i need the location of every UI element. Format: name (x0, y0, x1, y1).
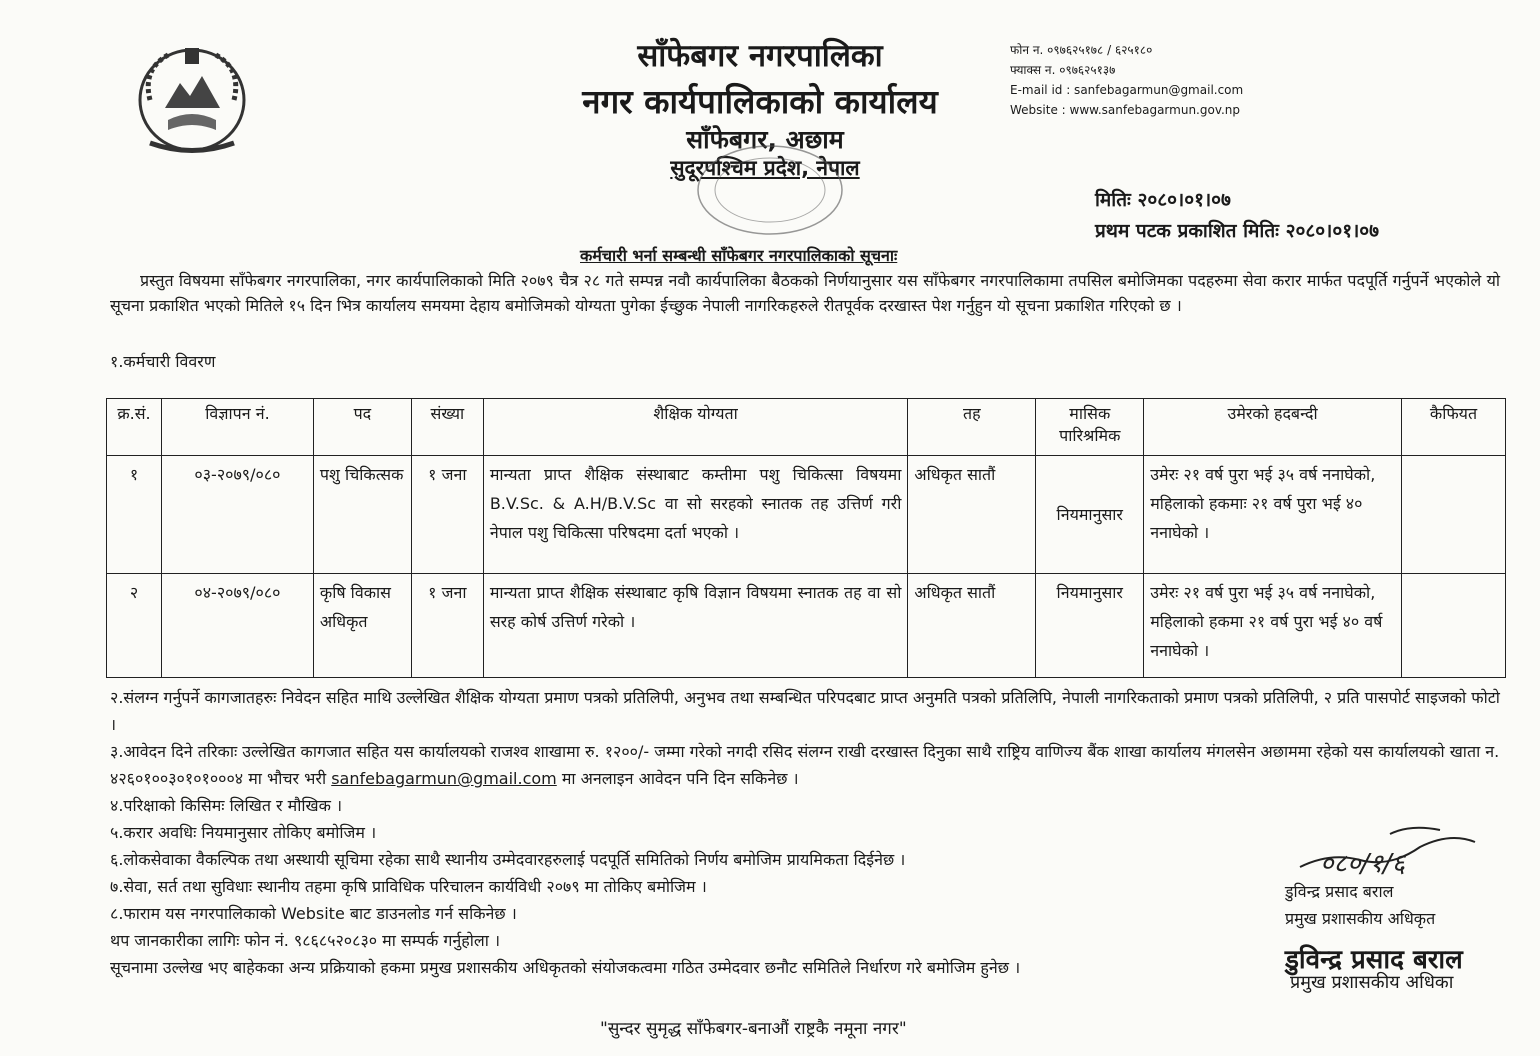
signatory-role: प्रमुख प्रशासकीय अधिकृत (1285, 909, 1436, 928)
note-contract-period: ५.करार अवधिः नियमानुसार तोकिए बमोजिम । (110, 823, 377, 842)
application-email-link[interactable]: sanfebagarmun@gmail.com (331, 769, 557, 788)
stamp-role: प्रमुख प्रशासकीय अधिका (1290, 972, 1454, 993)
notice-title: कर्मचारी भर्ना सम्बन्धी साँफेबगर नगरपालिकाको सूचनाः (580, 246, 898, 265)
note-documents: २.संलग्न गर्नुपर्ने कागजातहरुः निवेदन सहित माथि उल्लेखित शैक्षिक योग्यता प्रमाण पत्रको प्रतिलिपी, अनुभव तथा सम्बन्धित परिपदबाट प्राप्त अनुमति पत्रको प्रतिलिपि, नेपाली नागरिकताको प्रमाण पत्रको प्रतिलिपी, २ प्रति पासपोर्ट साइजको फोटो । (110, 688, 1500, 734)
office-seal-icon (690, 140, 850, 244)
section-heading: १.कर्मचारी विवरण (110, 352, 216, 371)
note-application-text-end: मा अनलाइन आवेदन पनि दिन सकिनेछ । (561, 769, 799, 788)
email-address: E-mail id : sanfebagarmun@gmail.com (1010, 83, 1244, 97)
header-post: पद (313, 399, 411, 456)
office-province: सुदूरपश्चिम प्रदेश, नेपाल (670, 156, 860, 180)
note-service-terms: ७.सेवा, सर्त तथा सुविधाः स्थानीय तहमा कृषि प्राविधिक परिचालन कार्यविधी २०७९ मा तोकिए बमोजिम । (110, 877, 707, 896)
phone-number: फोन न. ०९७६२५१७८ / ६२५१८० (1010, 43, 1153, 57)
handwritten-signature (1290, 822, 1490, 886)
note-application-text: ३.आवेदन दिने तरिकाः उल्लेखित कागजात सहित यस कार्यालयको राजश्व शाखामा रु. १२००/- जम्मा गरेको नगदी रसिद संलग्न राखी दरखास्त दिनुका साथै राष्ट्रिय वाणिज्य बैंक शाखा कार्यालय मंगलसेन अछाममा रहेको यस कार्यालयको खाता न. ४२६०१००३०१०१०००४ मा भौचर भरी (110, 742, 1500, 788)
cell-age-limit: उमेरः २१ वर्ष पुरा भई ३५ वर्ष ननाघेको, महिलाको हकमा २१ वर्ष पुरा भई ४० वर्ष ननाघेको । (1144, 574, 1402, 678)
note-other: सूचनामा उल्लेख भए बाहेकका अन्य प्रक्रियाको हकमा प्रमुख प्रशासकीय अधिकृतको संयोजकत्वमा गठित उम्मेदवार छनौट समितिले निर्धारण गरे बमोजिम हुनेछ । (110, 958, 1021, 977)
website-address: Website : www.sanfebagarmun.gov.np (1010, 103, 1241, 117)
cell-count: १ जना (411, 574, 483, 678)
cell-level: अधिकृत सातौं (908, 456, 1036, 574)
cell-count: १ जना (411, 456, 483, 574)
signature-date: ०८०/१/६ (1320, 849, 1406, 879)
contact-block (1010, 40, 1243, 120)
stamp-name: डुविन्द्र प्रसाद बराल (1285, 945, 1463, 975)
cell-age-limit: उमेरः २१ वर्ष पुरा भई ३५ वर्ष ननाघेको, महिलाको हकमाः २१ वर्ष पुरा भई ४० ननाघेको । (1144, 456, 1402, 574)
intro-paragraph: प्रस्तुत विषयमा साँफेबगर नगरपालिका, नगर कार्यपालिकाको मिति २०७९ चैत्र २८ गते सम्पन्न नवौ कार्यपालिका बैठकको निर्णयानुसार यस साँफेबगर नगरपालिकामा तपसिल बमोजिमका पदहरुमा सेवा करार मार्फत पदपूर्ति गर्नुपर्ने भएकोले यो सूचना प्रकाशित भएको मितिले १५ दिन भित्र कार्यालय समयमा देहाय बमोजिमको योग्यता पुगेका ईच्छुक नेपाली नागरिकहरुले रीतपूर्वक दरखास्त पेश गर्नुहुन यो सूचना प्रकाशित गरिएको छ । (110, 271, 1500, 315)
note-form-download: ८.फाराम यस नगरपालिकाको Website बाट डाउनलोड गर्न सकिनेछ । (110, 904, 517, 923)
cell-level: अधिकृत सातौं (908, 574, 1036, 678)
employee-table (106, 398, 1506, 678)
header-ad-no: विज्ञापन नं. (161, 399, 313, 456)
header-age-limit: उमेरको हदबन्दी (1144, 399, 1402, 456)
signatory-name: डुविन्द्र प्रसाद बराल (1285, 882, 1394, 901)
table-header-row (107, 399, 1506, 456)
first-published-date: प्रथम पटक प्रकाशित मितिः २०८०।०१।०७ (1095, 220, 1380, 242)
office-name: नगर कार्यपालिकाको कार्यालय (582, 82, 938, 121)
notice-date: मितिः २०८०।०१।०७ (1095, 189, 1231, 211)
nepal-emblem-icon (130, 38, 255, 162)
cell-sn: २ (107, 574, 162, 678)
cell-sn: १ (107, 456, 162, 574)
header-count: संख्या (411, 399, 483, 456)
fax-number: फ्याक्स न. ०९७६२५१३७ (1010, 63, 1116, 77)
header-salary: मासिक पारिश्रमिक (1036, 399, 1144, 456)
municipality-motto: "सुन्दर सुमृद्ध साँफेबगर-बनाऔं राष्ट्रकै नमूना नगर" (600, 1019, 907, 1039)
note-exam-type: ४.परिक्षाको किसिमः लिखित र मौखिक । (110, 796, 343, 815)
note-application-method (110, 738, 1510, 792)
cell-remarks (1401, 574, 1505, 678)
cell-qualification: मान्यता प्राप्त शैक्षिक संस्थाबाट कम्तीमा पशु चिकित्सा विषयमा B.V.Sc. & A.H/B.V.Sc वा सो सरहको स्नातक तह उत्तिर्ण गरी नेपाल पशु चिकित्सा परिषदमा दर्ता भएको । (483, 456, 908, 574)
cell-ad-no: ०४-२०७९/०८० (161, 574, 313, 678)
cell-post: पशु चिकित्सक (313, 456, 411, 574)
note-contact: थप जानकारीका लागिः फोन नं. ९८६८५२०८३० मा सम्पर्क गर्नुहोला । (110, 931, 501, 950)
table-row (107, 574, 1506, 678)
cell-qualification: मान्यता प्राप्त शैक्षिक संस्थाबाट कृषि विज्ञान विषयमा स्नातक तह वा सो सरह कोर्ष उत्तिर्ण गरेको । (483, 574, 908, 678)
cell-remarks (1401, 456, 1505, 574)
cell-salary: नियमानुसार (1036, 574, 1144, 678)
header-level: तह (908, 399, 1036, 456)
header-remarks: कैफियत (1401, 399, 1505, 456)
cell-ad-no: ०३-२०७९/०८० (161, 456, 313, 574)
header-qualification: शैक्षिक योग्यता (483, 399, 908, 456)
table-row (107, 456, 1506, 574)
cell-post: कृषि विकास अधिकृत (313, 574, 411, 678)
office-location: साँफेबगर, अछाम (686, 125, 844, 154)
header-sn: क्र.सं. (107, 399, 162, 456)
note-priority: ६.लोकसेवाका वैकल्पिक तथा अस्थायी सूचिमा रहेका साथै स्थानीय उम्मेदवारहरुलाई पदपूर्ति समितिको निर्णय बमोजिम प्रायमिकता दिईनेछ । (110, 850, 906, 869)
cell-salary: नियमानुसार (1036, 456, 1144, 574)
municipality-name: साँफेबगर नगरपालिका (637, 38, 883, 74)
